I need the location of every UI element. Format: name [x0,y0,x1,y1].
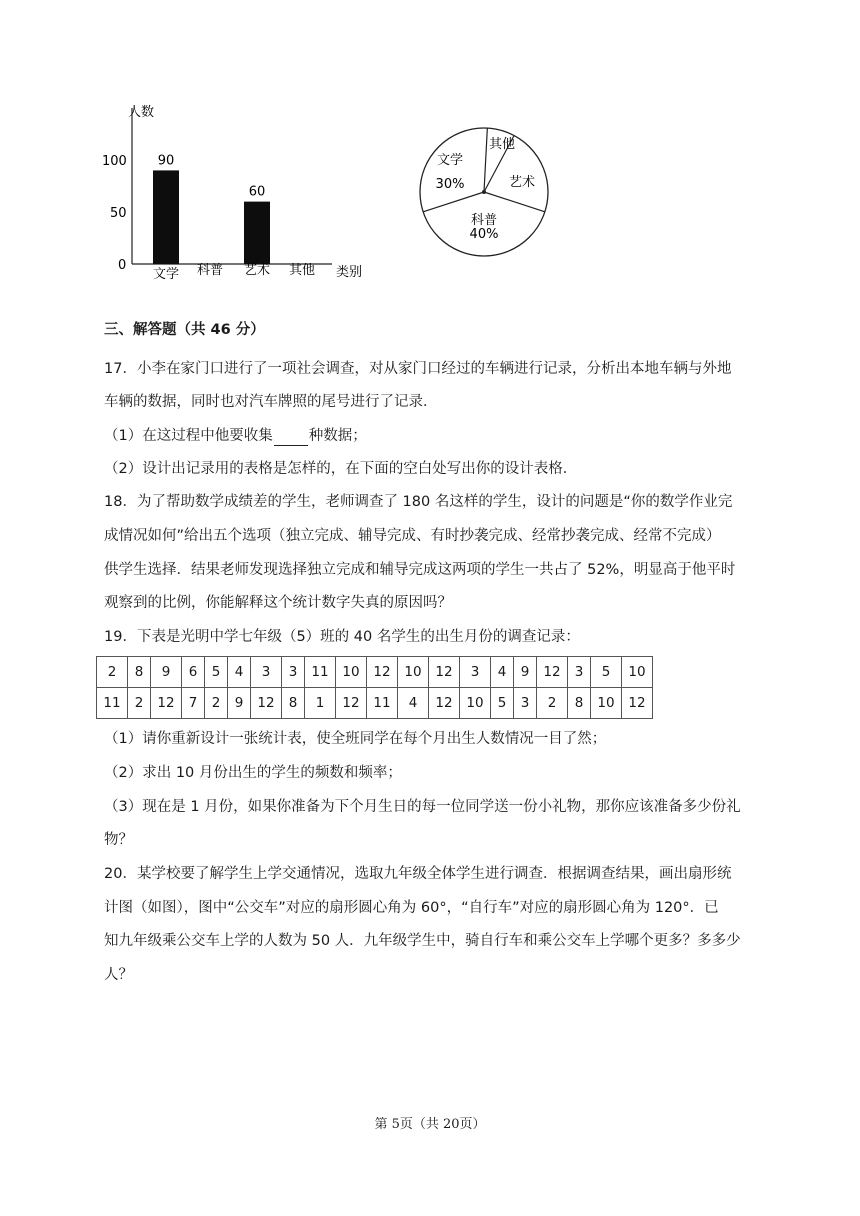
table-cell: 1 [305,688,336,719]
page-footer: 第 5页（共 20页） [374,1117,486,1132]
table-cell: 2 [97,657,128,688]
table-cell: 7 [182,688,205,719]
x-tick-label: 其他 [288,263,316,278]
q20-line2: 计图（如图），图中“公交车”对应的扇形圆心角为 60°，“自行车”对应的扇形圆心角为 120°．已 [104,900,719,916]
q20-line3: 知九年级乘公交车上学的人数为 50 人．九年级学生中，骑自行车和乘公交车上学哪个更多？多多少 [104,933,741,949]
table-cell: 12 [429,688,460,719]
table-cell: 4 [398,688,429,719]
table-cell: 3 [282,657,305,688]
table-cell: 11 [367,688,398,719]
table-cell: 8 [128,657,151,688]
table-cell: 12 [622,688,653,719]
pie-slice-boundary [484,128,487,192]
table-cell: 11 [305,657,336,688]
q18-line1: 18．为了帮助数学成绩差的学生，老师调查了 180 名这样的学生，设计的问题是“你的数学作业完 [104,494,733,510]
q17-sub1-text: （1）在这过程中他要收集 [104,428,273,444]
q20-line4: 人？ [104,967,133,983]
table-cell: 2 [128,688,151,719]
table-cell: 12 [429,657,460,688]
q19-sub3-line2: 物？ [104,832,133,848]
table-cell: 3 [251,657,282,688]
pie-slice-label: 科普 [470,213,498,228]
table-cell: 12 [151,688,182,719]
pie-center [482,190,486,194]
bar [153,170,179,264]
table-cell: 10 [622,657,653,688]
table-cell: 5 [205,657,228,688]
x-tick-label: 文学 [152,267,180,282]
q18-line3: 供学生选择．结果老师发现选择独立完成和辅导完成这两项的学生一共占了 52%，明显高于他平时 [104,562,736,578]
table-cell: 12 [336,688,367,719]
bar-data-label: 60 [248,184,266,200]
table-cell: 6 [182,657,205,688]
table-cell: 12 [251,688,282,719]
table-cell: 12 [537,657,568,688]
table-cell: 10 [460,688,491,719]
pie-slice-percent: 40% [469,227,499,242]
pie-slice-label: 艺术 [508,175,536,190]
table-cell: 2 [205,688,228,719]
y-tick-label: 100 [102,154,127,169]
x-tick-label: 艺术 [243,263,271,278]
q17-sub1-tail: 种数据； [308,428,367,444]
table-cell: 9 [228,688,251,719]
section-title: 三、解答题（共 46 分） [104,322,265,338]
q19-sub2: （2）求出 10 月份出生的学生的频数和频率； [104,765,402,781]
bar [244,202,270,264]
q20-line1: 20．某学校要了解学生上学交通情况，选取九年级全体学生进行调查．根据调查结果，画出扇形统 [104,866,732,882]
table-cell: 2 [537,688,568,719]
q17-line2: 车辆的数据，同时也对汽车牌照的尾号进行了记录． [104,394,438,410]
table-cell: 12 [367,657,398,688]
table-cell: 8 [568,688,591,719]
pie-slice-label: 其他 [488,137,516,152]
table-cell: 3 [460,657,491,688]
q19-sub3-line1: （3）现在是 1 月份，如果你准备为下个月生日的每一位同学送一份小礼物，那你应该准备多少份礼 [104,799,741,815]
pie-slice-percent: 30% [435,177,465,192]
table-cell: 11 [97,688,128,719]
q19-sub1: （1）请你重新设计一张统计表，使全班同学在每个月出生人数情况一目了然； [104,731,607,747]
y-tick-label: 50 [110,206,127,221]
q17-line1: 17．小李在家门口进行了一项社会调查，对从家门口经过的车辆进行记录，分析出本地车辆与外地 [104,361,732,377]
x-axis-label: 类别 [336,265,363,280]
table-cell: 10 [591,688,622,719]
q18-line2: 成情况如何”给出五个选项（独立完成、辅导完成、有时抄袭完成、经常抄袭完成、经常不完成） [104,528,721,544]
y-tick-label: 0 [118,258,127,273]
table-cell: 3 [514,688,537,719]
table-cell: 9 [151,657,182,688]
answer-blank[interactable] [274,430,308,446]
q18-line4: 观察到的比例，你能解释这个统计数字失真的原因吗？ [104,595,452,611]
table-cell: 4 [491,657,514,688]
q17-sub1 [104,426,764,446]
table-row [97,688,653,719]
table-cell: 3 [568,657,591,688]
q19-line1: 19．下表是光明中学七年级（5）班的 40 名学生的出生月份的调查记录： [104,629,580,645]
pie-slice-boundary [484,192,545,212]
x-tick-label: 科普 [196,263,224,278]
table-cell: 8 [282,688,305,719]
table-cell: 10 [398,657,429,688]
bar-data-label: 90 [157,153,175,169]
y-axis-label: 人数 [128,105,155,120]
table-row [97,657,653,688]
table-cell: 5 [591,657,622,688]
birth-month-table [96,656,653,719]
table-cell: 9 [514,657,537,688]
table-cell: 4 [228,657,251,688]
pie-slice-label: 文学 [436,153,464,168]
table-cell: 10 [336,657,367,688]
pie-slice-boundary [423,192,484,212]
bar-chart [96,96,386,286]
table-cell: 5 [491,688,514,719]
q17-sub2: （2）设计出记录用的表格是怎样的，在下面的空白处写出你的设计表格． [104,461,578,477]
pie-chart [412,106,557,276]
